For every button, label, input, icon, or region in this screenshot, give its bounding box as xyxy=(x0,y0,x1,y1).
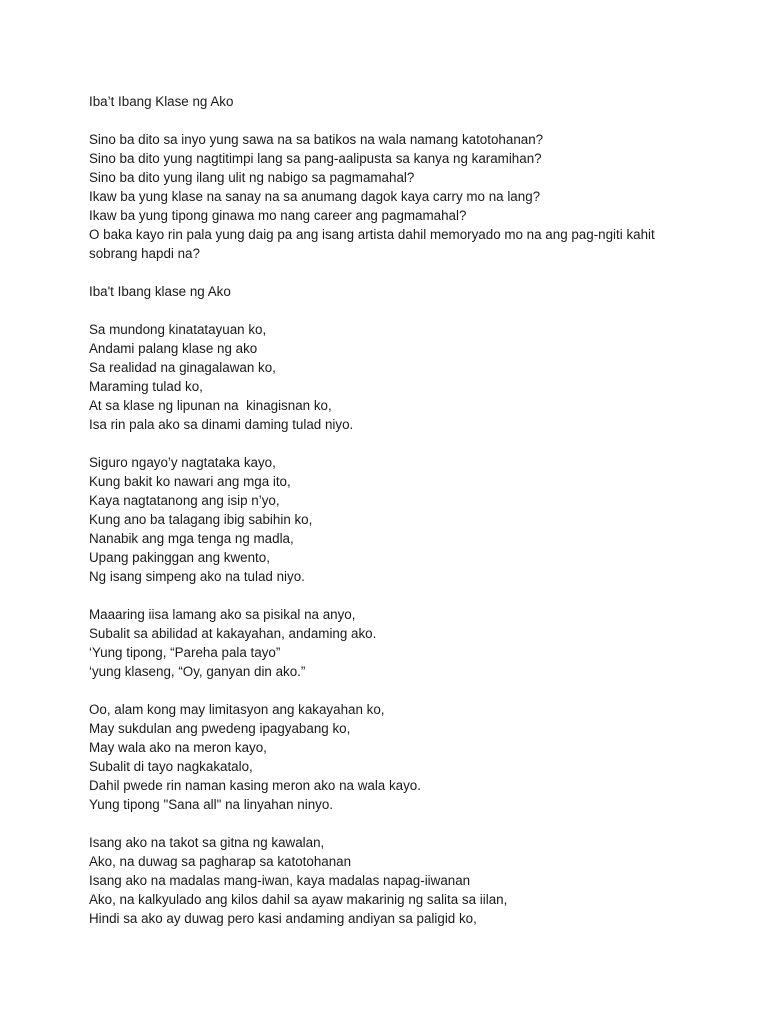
intro-line: Ikaw ba yung klase na sanay na sa anumang dagok kaya carry mo na lang? xyxy=(89,189,541,204)
stanza-line: Subalit sa abilidad at kakayahan, andaming ako. xyxy=(89,626,377,641)
stanza-line: Sa mundong kinatatayuan ko, xyxy=(89,322,267,337)
poem-title: Iba't Ibang klase ng Ako xyxy=(89,284,231,299)
stanza-line: May sukdulan ang pwedeng ipagyabang ko, xyxy=(89,721,351,736)
paragraph-gap xyxy=(89,111,729,130)
intro-line: Sino ba dito sa inyo yung sawa na sa batikos na wala namang katotohanan? xyxy=(89,132,544,147)
stanza-line: Isang ako na takot sa gitna ng kawalan, xyxy=(89,835,325,850)
stanza-line: Sa realidad na ginagalawan ko, xyxy=(89,360,276,375)
intro-line: Sino ba dito yung ilang ulit ng nabigo sa pagmamahal? xyxy=(89,170,415,185)
paragraph-gap xyxy=(89,681,729,700)
stanza-line: Yung tipong "Sana all" na linyahan ninyo. xyxy=(89,797,334,812)
stanza-line: Ng isang simpeng ako na tulad niyo. xyxy=(89,569,305,584)
stanza-line: Andami palang klase ng ako xyxy=(89,341,258,356)
stanza-line: Nanabik ang mga tenga ng madla, xyxy=(89,531,294,546)
stanza-line: At sa klase ng lipunan na kinagisnan ko, xyxy=(89,398,332,413)
paragraph-gap xyxy=(89,301,729,320)
stanza-line: Ako, na duwag sa pagharap sa katotohanan xyxy=(89,854,352,869)
stanza-line: Hindi sa ako ay duwag pero kasi andaming andiyan sa paligid ko, xyxy=(89,911,477,926)
stanza-line: May wala ako na meron kayo, xyxy=(89,740,267,755)
intro-line: sobrang hapdi na? xyxy=(89,246,200,261)
stanza-line: Isa rin pala ako sa dinami daming tulad niyo. xyxy=(89,417,354,432)
intro-line: Ikaw ba yung tipong ginawa mo nang career ang pagmamahal? xyxy=(89,208,467,223)
stanza-line: Subalit di tayo nagkakatalo, xyxy=(89,759,253,774)
stanza-line: Maaaring iisa lamang ako sa pisikal na anyo, xyxy=(89,607,356,622)
paragraph-gap xyxy=(89,586,729,605)
intro-line: O baka kayo rin pala yung daig pa ang isang artista dahil memoryado mo na ang pag-ngiti kahit xyxy=(89,227,655,242)
stanza-line: ‘yung klaseng, “Oy, ganyan din ako.” xyxy=(89,664,306,679)
paragraph-gap xyxy=(89,263,729,282)
document-body xyxy=(89,92,729,928)
stanza-line: Kung ano ba talagang ibig sabihin ko, xyxy=(89,512,313,527)
paragraph-gap xyxy=(89,434,729,453)
stanza-line: Ako, na kalkyulado ang kilos dahil sa ayaw makarinig ng salita sa iilan, xyxy=(89,892,508,907)
stanza-line: Kung bakit ko nawari ang mga ito, xyxy=(89,474,291,489)
paragraph-gap xyxy=(89,814,729,833)
stanza-line: Isang ako na madalas mang-iwan, kaya madalas napag-iiwanan xyxy=(89,873,471,888)
stanza-line: Siguro ngayo’y nagtataka kayo, xyxy=(89,455,276,470)
stanza-line: Dahil pwede rin naman kasing meron ako na wala kayo. xyxy=(89,778,421,793)
stanza-line: Upang pakinggan ang kwento, xyxy=(89,550,270,565)
stanza-line: ‘Yung tipong, “Pareha pala tayo” xyxy=(89,645,281,660)
stanza-line: Maraming tulad ko, xyxy=(89,379,203,394)
document-title: Iba’t Ibang Klase ng Ako xyxy=(89,94,234,109)
stanza-line: Kaya nagtatanong ang isip n’yo, xyxy=(89,493,280,508)
intro-line: Sino ba dito yung nagtitimpi lang sa pang-aalipusta sa kanya ng karamihan? xyxy=(89,151,542,166)
stanza-line: Oo, alam kong may limitasyon ang kakayahan ko, xyxy=(89,702,385,717)
